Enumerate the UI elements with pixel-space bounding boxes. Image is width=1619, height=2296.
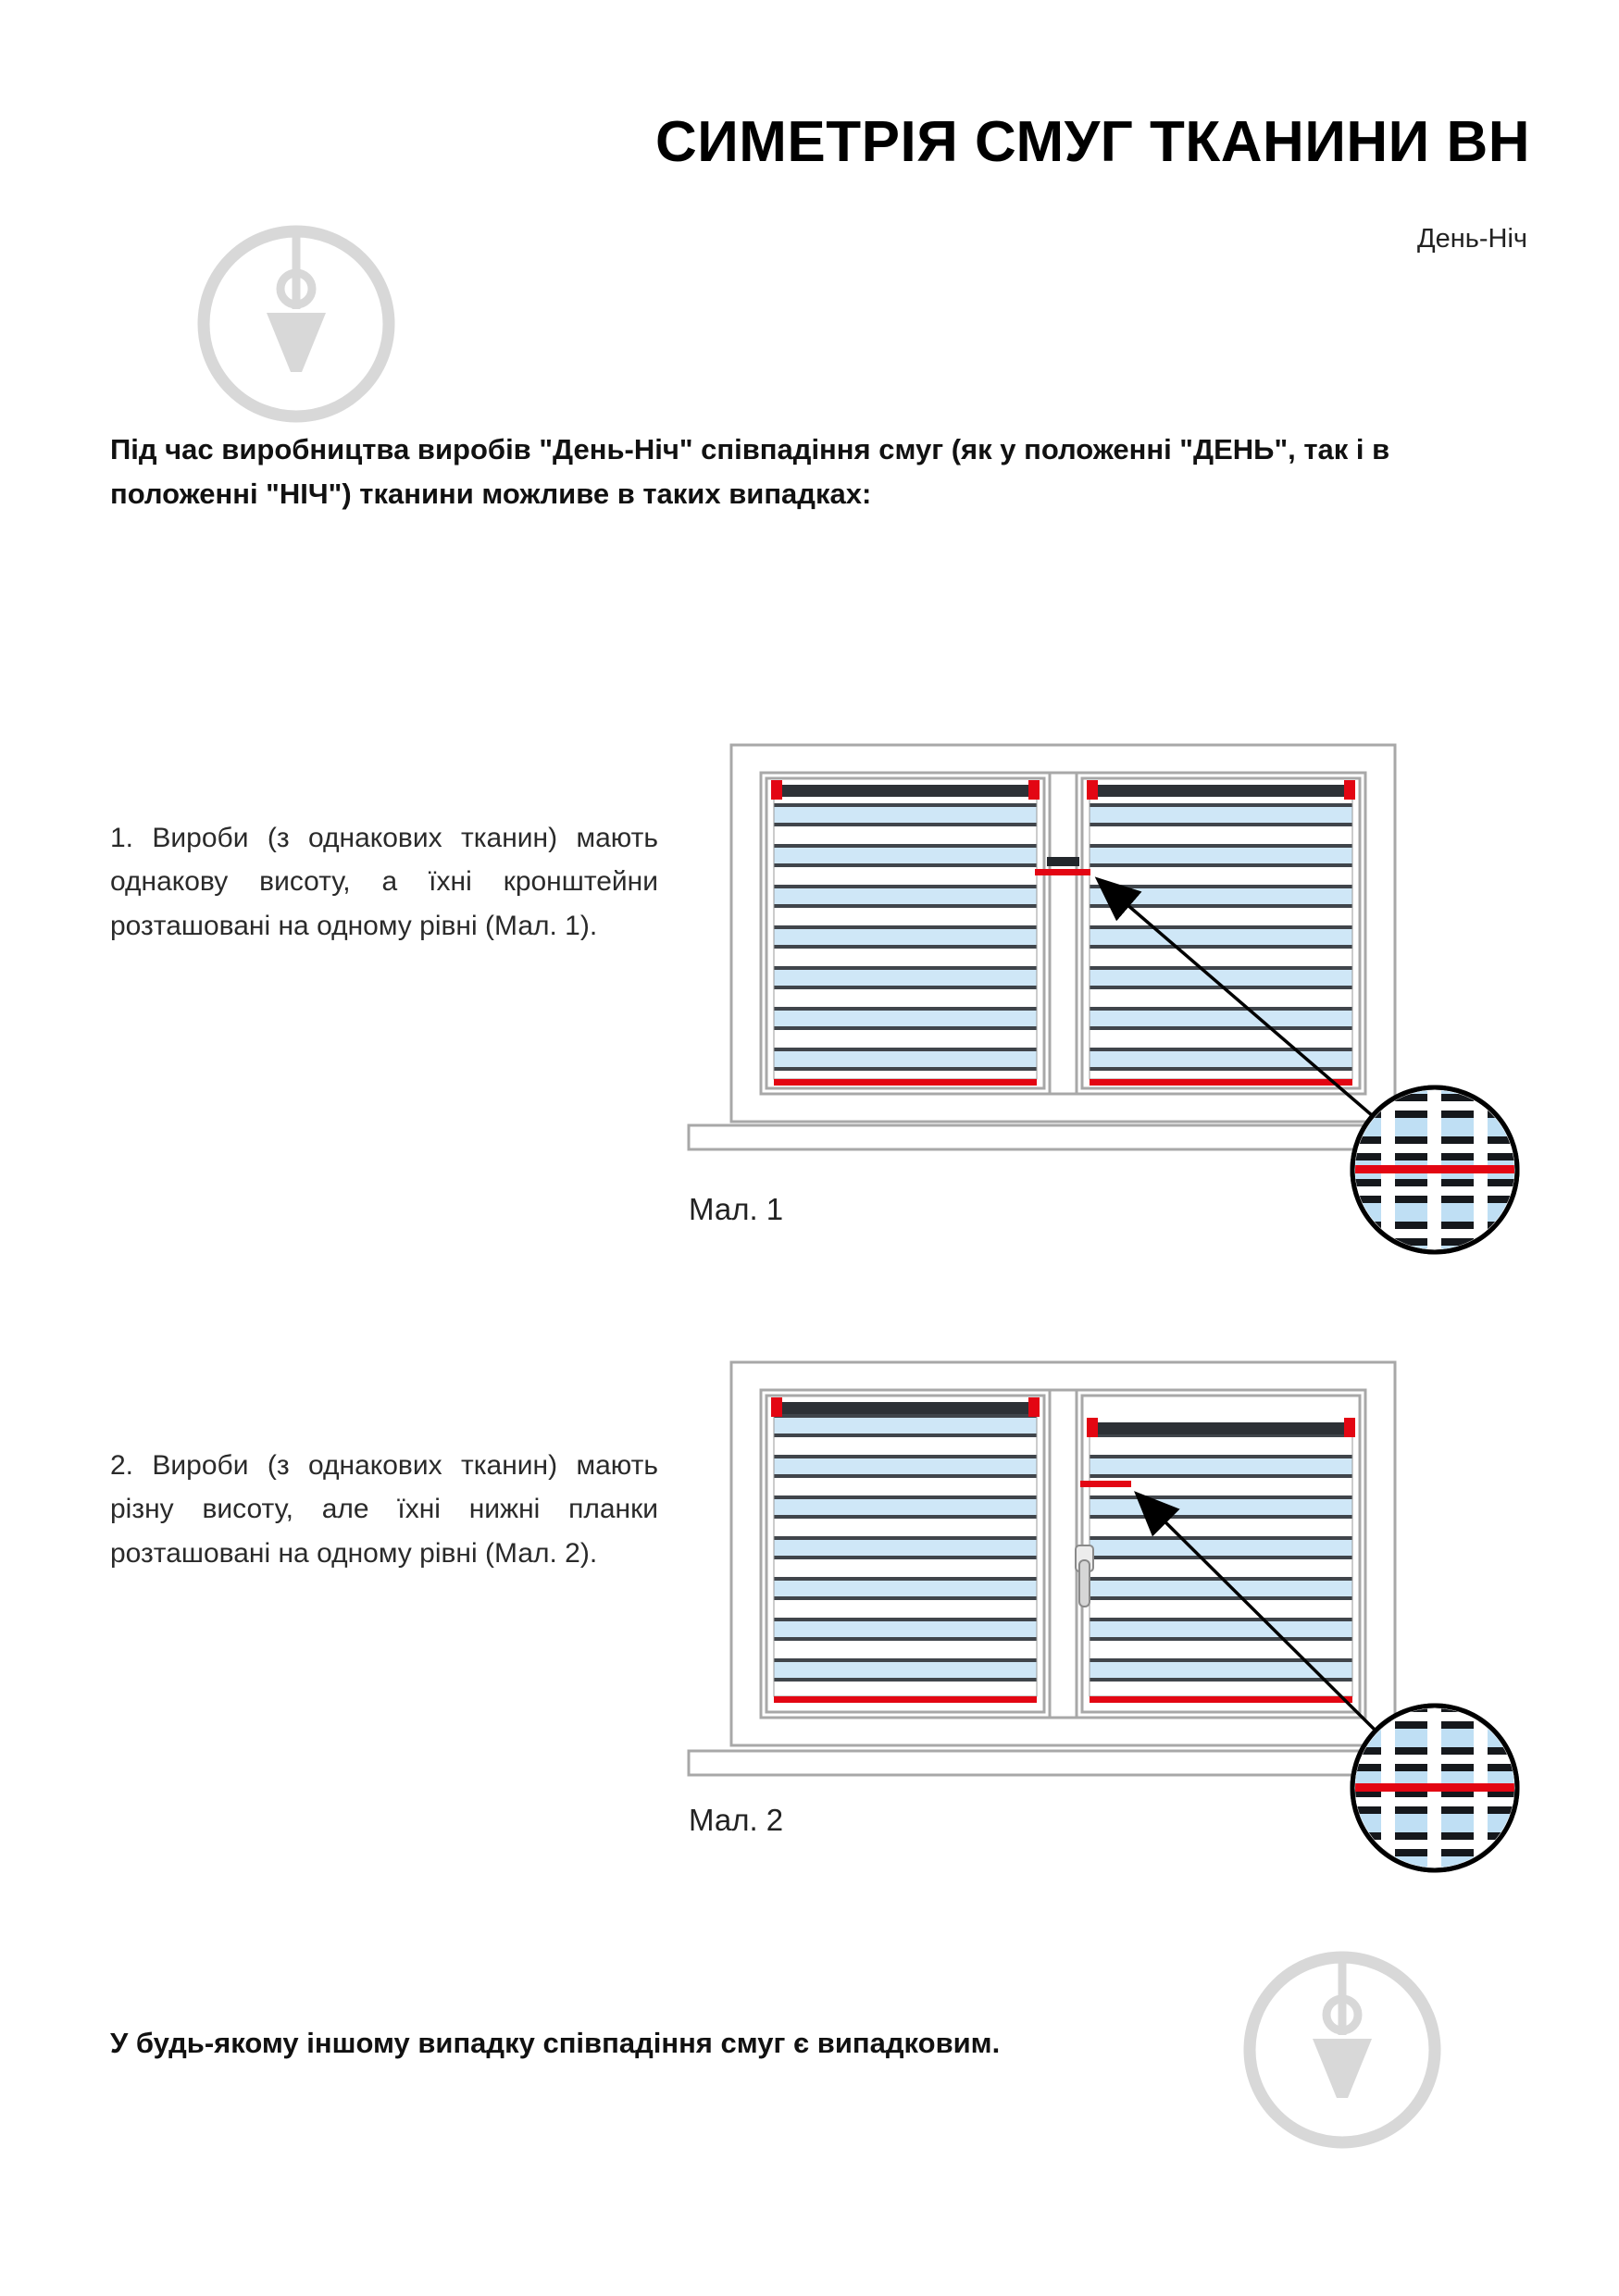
left-blind [771,780,1040,1086]
page-title: СИМЕТРІЯ СМУГ ТКАНИНИ ВН [654,110,1530,174]
window-sill [689,1751,1460,1775]
alignment-marker [1080,1481,1131,1487]
page-subtitle: День-Ніч [1416,224,1527,254]
case2-text: 2. Вироби (з однакових тканин) мають різну висоту, але їхні нижні планки розташовані на одному рівні (Мал. 2). [110,1450,658,1569]
footer-note: У будь-якому іншому випадку співпадіння смуг є випадковим. [110,2027,1001,2059]
figure2-caption: Мал. 2 [689,1803,784,1837]
window-sill [689,1125,1460,1149]
right-blind [1087,780,1355,1086]
brand-watermark-icon [1236,1943,1449,2156]
case1-text: 1. Вироби (з однакових тканин) мають однакову висоту, а їхні кронштейни розташовані на одному рівні (Мал. 1). [110,823,658,941]
left-blind [771,1397,1040,1703]
figure1-illustration [676,722,1555,1277]
brand-watermark-icon [190,217,403,430]
magnifier-detail [1352,1706,1517,1870]
magnifier-detail [1352,1087,1517,1252]
figure1-caption: Мал. 1 [689,1192,784,1226]
right-blind [1087,1418,1355,1703]
figure2-illustration [676,1333,1555,1934]
intro-paragraph: Під час виробництва виробів "День-Ніч" співпадіння смуг (як у положенні "ДЕНЬ", так і в положенні "НІЧ") тканини можливе в таких випадках: [110,433,1390,511]
